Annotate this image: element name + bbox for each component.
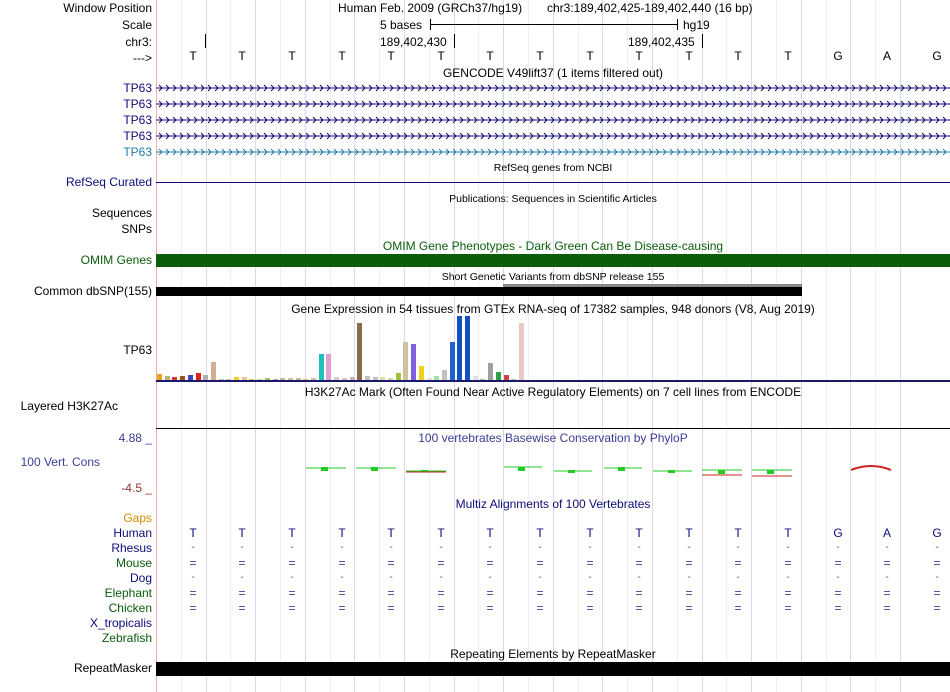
h3k27ac-divider [156,428,950,429]
multiz-base: = [536,586,544,600]
dna-base: T [734,49,742,63]
dna-base: T [437,49,445,63]
dbsnp-variant-bar[interactable] [156,287,802,296]
dna-base: T [238,49,246,63]
multiz-base: = [338,601,346,615]
multiz-base: = [635,586,643,600]
multiz-base: - [340,572,344,583]
repeatmasker-label[interactable]: RepeatMasker [73,661,152,675]
multiz-base: - [439,572,443,583]
phylop-mark [767,470,774,474]
publications-title: Publications: Sequences in Scientific Articles [449,193,657,205]
multiz-base: - [240,572,244,583]
gencode-transcript[interactable] [156,83,950,93]
gencode-item-label[interactable]: TP63 [123,145,152,159]
phylop-title: 100 vertebrates Basewise Conservation by PhyloP [418,431,688,445]
coord-tick-3 [702,34,703,48]
scale-label: Scale [121,18,152,32]
multiz-base: - [935,542,939,553]
multiz-base: - [736,542,740,553]
multiz-base: - [687,572,691,583]
multiz-gaps-label[interactable]: Gaps [123,511,152,525]
multiz-base: = [883,556,891,570]
track-label-panel [0,0,156,692]
browser-track-image[interactable] [156,0,950,692]
multiz-base: = [238,556,246,570]
multiz-base: = [834,586,842,600]
refseq-curated-label[interactable]: RefSeq Curated [65,175,152,189]
coord-tick-2 [454,34,455,48]
phylop-mark [718,470,725,474]
multiz-base: = [189,601,197,615]
multiz-species-label[interactable]: Human [113,526,152,540]
multiz-base: - [637,572,641,583]
strand-arrow-label: ---> [133,51,152,65]
phylop-plot[interactable] [156,455,950,485]
multiz-base: = [734,586,742,600]
multiz-base: T [437,526,445,540]
multiz-base: - [488,572,492,583]
gtex-tissue-bar[interactable] [488,363,493,380]
multiz-base: = [536,556,544,570]
multiz-base: = [238,586,246,600]
multiz-base: = [834,601,842,615]
gtex-tissue-bar[interactable] [457,316,462,380]
gtex-tissue-bar[interactable] [442,370,447,380]
multiz-base: = [734,601,742,615]
dbsnp-title: Short Genetic Variants from dbSNP release 155 [441,271,665,283]
multiz-base: = [238,601,246,615]
coord-right: 189,402,435 [628,35,695,49]
dna-base: T [536,49,544,63]
multiz-base: = [685,601,693,615]
gtex-tissue-bar[interactable] [326,354,331,380]
gtex-tissue-bar[interactable] [196,373,201,380]
multiz-base: = [933,556,941,570]
multiz-base: - [240,542,244,553]
h3k27ac-label[interactable]: Layered H3K27Ac [20,399,118,413]
multiz-base: = [288,601,296,615]
multiz-base: G [833,526,843,540]
multiz-base: = [586,556,594,570]
gtex-tissue-bar[interactable] [319,354,324,380]
omim-genes-label[interactable]: OMIM Genes [80,253,152,267]
dna-base: G [833,49,843,63]
dna-base: T [288,49,296,63]
multiz-base: = [437,601,445,615]
multiz-base: - [637,542,641,553]
multiz-base: = [536,601,544,615]
multiz-base: = [387,601,395,615]
multiz-base: = [883,601,891,615]
multiz-base: = [784,556,792,570]
phylop-min-label: -4.5 _ [121,481,152,495]
multiz-base: = [338,586,346,600]
multiz-species-label[interactable]: Elephant [104,586,152,600]
multiz-base: T [635,526,643,540]
scale-bases-text: 5 bases [380,18,423,32]
window-position-label: Window Position [63,1,152,15]
gencode-item-label[interactable]: TP63 [123,129,152,143]
scale-bar-left-tick [430,19,431,30]
omim-title: OMIM Gene Phenotypes - Dark Green Can Be Disease-causing [382,239,724,253]
multiz-base: T [685,526,693,540]
multiz-base: = [784,601,792,615]
gtex-tissue-bar[interactable] [496,372,501,380]
multiz-base: T [486,526,494,540]
multiz-base: T [586,526,594,540]
multiz-species-label[interactable]: Dog [129,571,152,585]
assembly-text: Human Feb. 2009 (GRCh37/hg19) [338,1,523,15]
dna-base: T [338,49,346,63]
multiz-base: T [734,526,742,540]
multiz-base: = [387,556,395,570]
multiz-base: = [288,556,296,570]
gtex-tissue-bar[interactable] [403,342,408,380]
multiz-base: - [687,542,691,553]
refseq-gene-line[interactable] [156,182,950,183]
coord-left: 189,402,430 [380,35,447,49]
dna-base: T [486,49,494,63]
multiz-base: = [685,586,693,600]
dna-base: T [685,49,693,63]
scale-bar [430,24,678,25]
gtex-tissue-bar[interactable] [519,323,524,380]
multiz-base: - [290,572,294,583]
gtex-tissue-bar[interactable] [357,323,362,380]
gencode-transcript[interactable] [156,99,950,109]
multiz-base: - [488,542,492,553]
multiz-base: - [389,542,393,553]
multiz-base: = [933,586,941,600]
multiz-base: - [538,572,542,583]
dbsnp-variant-bar-2[interactable] [503,284,802,287]
multiz-base: = [189,556,197,570]
dna-base: G [932,49,942,63]
publications-snps-label[interactable]: SNPs [121,222,152,236]
gtex-tissue-bar[interactable] [419,366,424,380]
publications-sequences-label[interactable]: Sequences [91,206,152,220]
multiz-base: = [834,556,842,570]
gtex-tissue-bar[interactable] [465,316,470,380]
dna-base: A [882,49,891,63]
multiz-base: = [486,601,494,615]
multiz-base: G [932,526,942,540]
multiz-base: T [238,526,246,540]
dbsnp-label[interactable]: Common dbSNP(155) [33,284,152,298]
multiz-base: T [288,526,296,540]
dna-base: T [784,49,792,63]
multiz-base: - [786,572,790,583]
chrom-label: chr3: [125,35,152,49]
omim-gene-bar[interactable] [156,254,950,267]
gencode-transcript[interactable] [156,131,950,141]
multiz-base: = [338,556,346,570]
multiz-base: = [734,556,742,570]
gtex-tissue-bar[interactable] [396,373,401,380]
multiz-base: - [340,542,344,553]
multiz-base: - [786,542,790,553]
multiz-base: - [885,542,889,553]
multiz-base: - [538,542,542,553]
multiz-species-label[interactable]: Chicken [108,601,152,615]
gencode-title: GENCODE V49lift37 (1 items filtered out) [442,66,664,80]
multiz-base: - [885,572,889,583]
position-text: chr3:189,402,425-189,402,440 (16 bp) [547,1,753,15]
scale-bar-right-tick [677,19,678,30]
multiz-base: = [933,601,941,615]
phylop-label[interactable]: 100 Vert. Cons [20,455,100,469]
h3k27ac-title: H3K27Ac Mark (Often Found Near Active Regulatory Elements) on 7 cell lines from ENCODE [304,385,802,399]
multiz-base: - [191,572,195,583]
dna-base: T [189,49,197,63]
dna-base: T [586,49,594,63]
multiz-base: = [387,586,395,600]
gencode-transcript[interactable] [156,147,950,157]
coord-tick-1 [205,34,206,48]
multiz-base: - [736,572,740,583]
multiz-base: T [536,526,544,540]
multiz-base: = [635,601,643,615]
gencode-item-label[interactable]: TP63 [123,81,152,95]
multiz-base: = [486,586,494,600]
multiz-species-label[interactable]: Mouse [115,556,152,570]
multiz-base: = [486,556,494,570]
multiz-base: - [836,542,840,553]
repeatmasker-bar[interactable] [156,662,950,676]
dna-base: T [387,49,395,63]
multiz-base: T [338,526,346,540]
gencode-transcript[interactable] [156,115,950,125]
multiz-base: - [290,542,294,553]
repeatmasker-title: Repeating Elements by RepeatMasker [450,647,656,661]
multiz-base: = [586,586,594,600]
refseq-title: RefSeq genes from NCBI [493,162,613,174]
gtex-tissue-bar[interactable] [211,362,216,380]
multiz-base: - [191,542,195,553]
multiz-base: - [588,542,592,553]
multiz-base: T [387,526,395,540]
multiz-base: = [437,556,445,570]
multiz-base: - [935,572,939,583]
multiz-base: - [588,572,592,583]
multiz-species-label[interactable]: Rhesus [111,541,152,555]
phylop-max-label: 4.88 _ [118,431,152,445]
multiz-title: Multiz Alignments of 100 Vertebrates [455,497,651,511]
gtex-tissue-bar[interactable] [450,342,455,380]
multiz-base: = [784,586,792,600]
phylop-mark [518,467,525,471]
multiz-base: - [439,542,443,553]
multiz-species-label[interactable]: Zebrafish [101,631,152,645]
dna-base: T [635,49,643,63]
multiz-base: A [882,526,891,540]
multiz-base: = [437,586,445,600]
multiz-base: = [685,556,693,570]
gencode-item-label[interactable]: TP63 [123,97,152,111]
multiz-base: = [883,586,891,600]
db-text: hg19 [683,18,710,32]
multiz-base: = [288,586,296,600]
multiz-base: = [586,601,594,615]
gtex-baseline [156,380,950,382]
gtex-title: Gene Expression in 54 tissues from GTEx RNA-seq of 17382 samples, 948 donors (V8, Aug 2019) [291,302,815,316]
multiz-base: - [836,572,840,583]
multiz-base: - [389,572,393,583]
multiz-base: = [189,586,197,600]
gencode-item-label[interactable]: TP63 [123,113,152,127]
multiz-base: T [189,526,197,540]
gtex-label[interactable]: TP63 [123,343,152,357]
multiz-base: T [784,526,792,540]
multiz-species-label[interactable]: X_tropicalis [89,616,152,630]
multiz-base: = [635,556,643,570]
gtex-tissue-bar[interactable] [411,344,416,380]
